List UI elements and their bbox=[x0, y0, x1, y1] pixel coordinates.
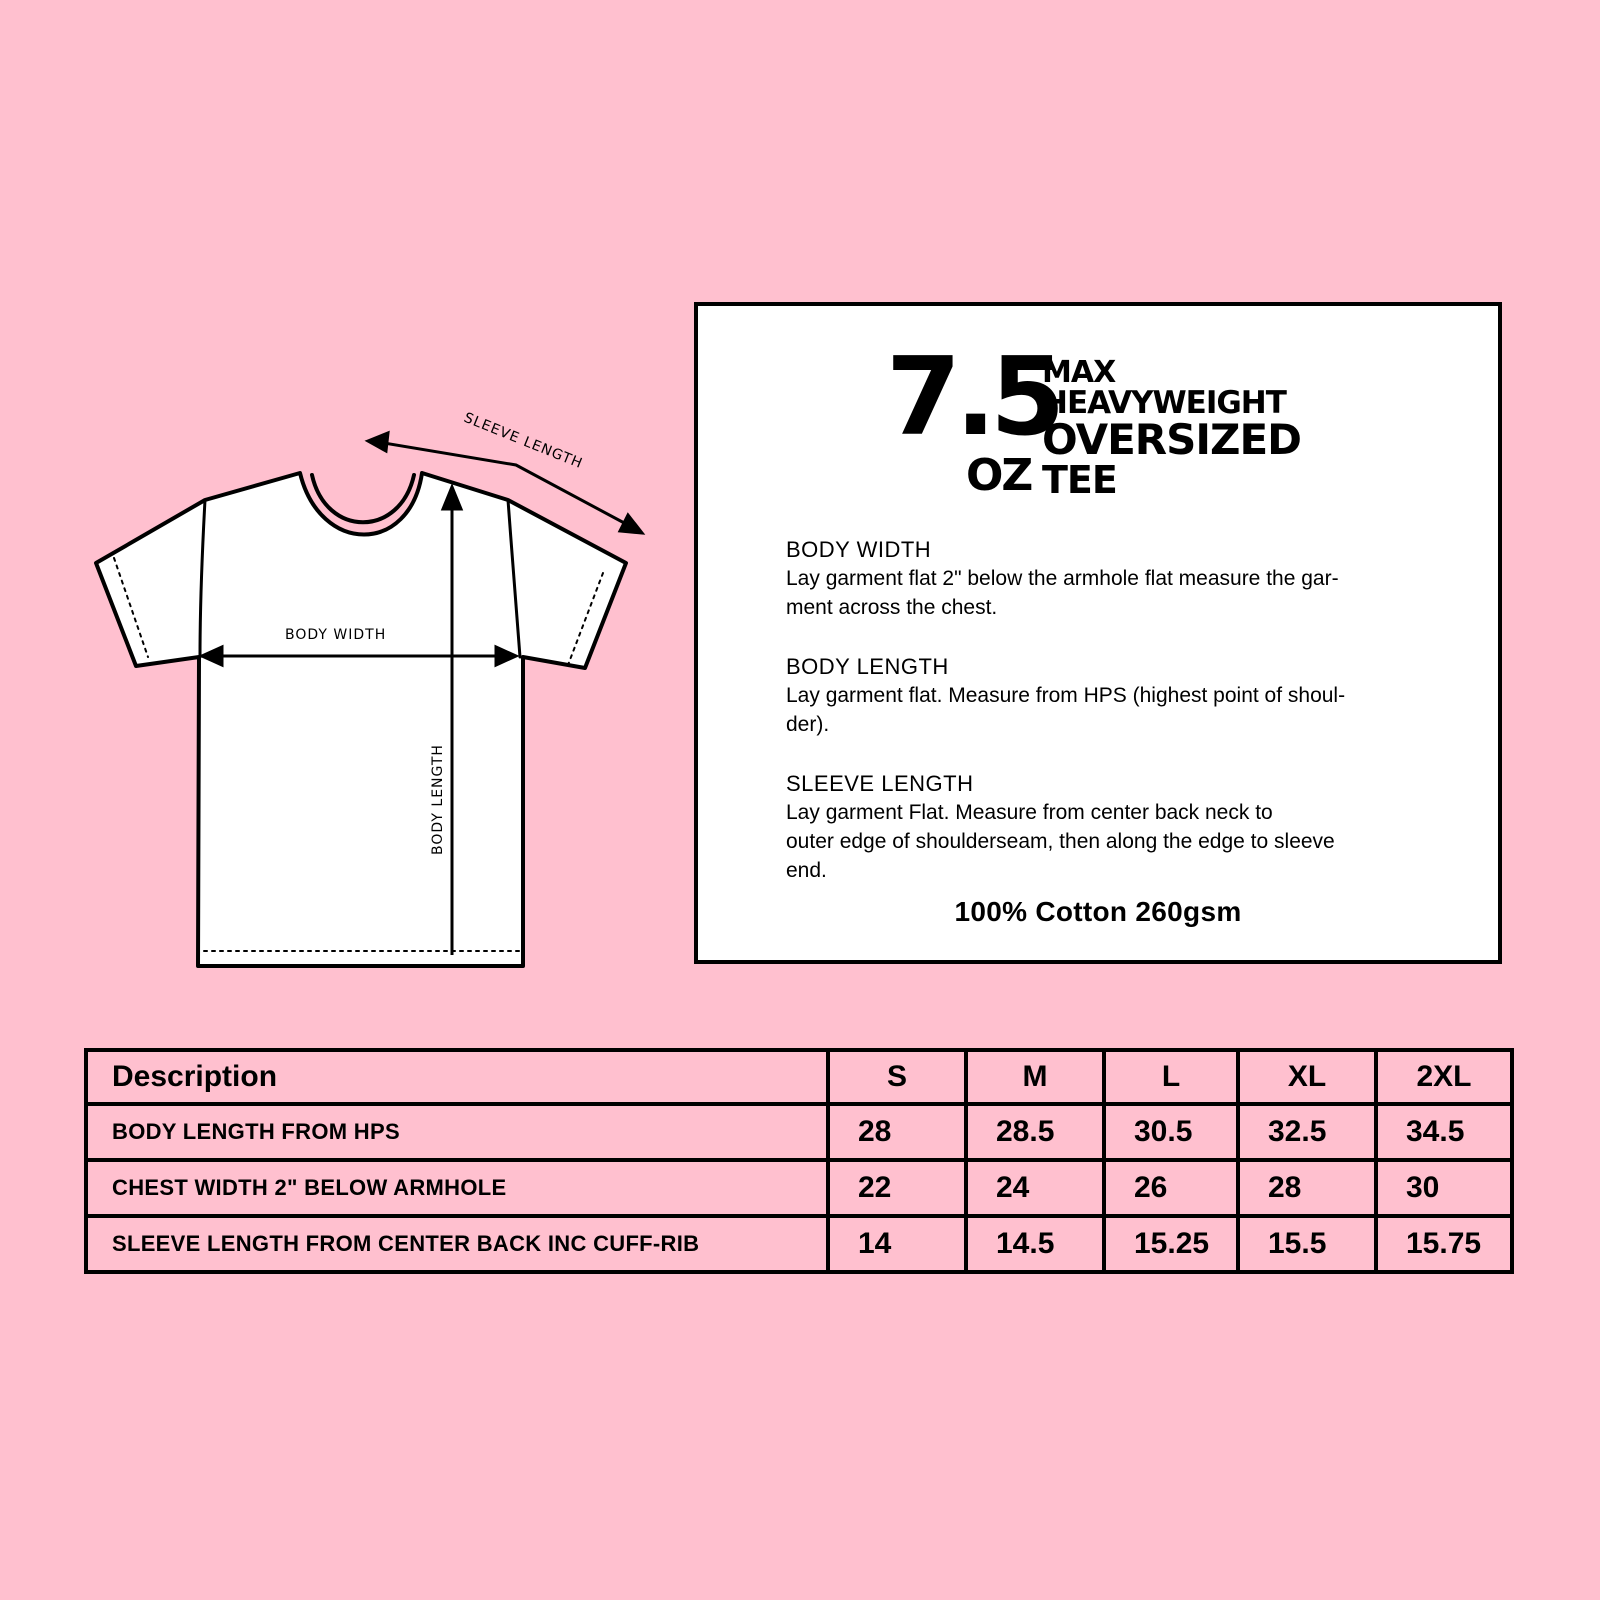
spec-line: end. bbox=[786, 859, 827, 882]
size-value: 26 bbox=[1104, 1160, 1238, 1216]
sleeve-length-label: SLEEVE LENGTH bbox=[461, 409, 586, 473]
size-value: 28 bbox=[828, 1104, 966, 1160]
column-header-size: L bbox=[1104, 1050, 1238, 1104]
sleeve-length-arrowhead-left bbox=[368, 433, 388, 451]
spec-body-length bbox=[786, 653, 1436, 739]
size-value: 28 bbox=[1238, 1160, 1376, 1216]
table-header-row bbox=[86, 1050, 1512, 1104]
size-value: 15.25 bbox=[1104, 1216, 1238, 1272]
body-length-label: BODY LENGTH bbox=[430, 744, 446, 855]
title-line-max: MAX bbox=[1042, 355, 1116, 390]
spec-line: Lay garment Flat. Measure from center back neck to bbox=[786, 801, 1273, 824]
fabric-weight-unit: OZ bbox=[966, 450, 1032, 501]
table-row bbox=[86, 1216, 1512, 1272]
table-row bbox=[86, 1104, 1512, 1160]
material-info: 100% Cotton 260gsm bbox=[954, 896, 1242, 927]
column-header-description: Description bbox=[86, 1050, 828, 1104]
title-line-tee: TEE bbox=[1042, 458, 1117, 502]
sleeve-length-arrowhead-right bbox=[620, 515, 642, 533]
spec-line: der). bbox=[786, 713, 830, 736]
spec-line: outer edge of shoulderseam, then along the edge to sleeve bbox=[786, 830, 1335, 853]
row-label: CHEST WIDTH 2" BELOW ARMHOLE bbox=[86, 1160, 828, 1216]
spec-line: Lay garment flat. Measure from HPS (highest point of shoul- bbox=[786, 684, 1346, 707]
size-value: 30 bbox=[1376, 1160, 1512, 1216]
column-header-size: M bbox=[966, 1050, 1104, 1104]
tshirt-outline bbox=[96, 473, 626, 966]
table-row bbox=[86, 1160, 1512, 1216]
size-value: 15.75 bbox=[1376, 1216, 1512, 1272]
tshirt-measurement-diagram bbox=[80, 395, 660, 985]
spec-line: ment across the chest. bbox=[786, 596, 998, 619]
spec-heading: BODY WIDTH bbox=[786, 537, 932, 562]
title-line-heavyweight: HEAVYWEIGHT bbox=[1042, 385, 1286, 421]
spec-heading: BODY LENGTH bbox=[786, 654, 949, 679]
spec-body-width bbox=[786, 536, 1436, 622]
size-value: 22 bbox=[828, 1160, 966, 1216]
product-title bbox=[1042, 355, 1301, 502]
spec-sleeve-length bbox=[786, 770, 1436, 885]
size-value: 34.5 bbox=[1376, 1104, 1512, 1160]
size-value: 32.5 bbox=[1238, 1104, 1376, 1160]
size-value: 14.5 bbox=[966, 1216, 1104, 1272]
size-value: 30.5 bbox=[1104, 1104, 1238, 1160]
title-line-oversized: OVERSIZED bbox=[1042, 415, 1301, 464]
spec-line: Lay garment flat 2" below the armhole flat measure the gar- bbox=[786, 567, 1339, 590]
fabric-weight-value: 7.5 bbox=[886, 335, 1060, 460]
tshirt-collar bbox=[312, 475, 414, 522]
product-info-card bbox=[694, 302, 1502, 964]
size-value: 24 bbox=[966, 1160, 1104, 1216]
size-chart-table bbox=[84, 1048, 1514, 1274]
column-header-size: 2XL bbox=[1376, 1050, 1512, 1104]
column-header-size: S bbox=[828, 1050, 966, 1104]
size-value: 14 bbox=[828, 1216, 966, 1272]
size-value: 28.5 bbox=[966, 1104, 1104, 1160]
row-label: BODY LENGTH FROM HPS bbox=[86, 1104, 828, 1160]
row-label: SLEEVE LENGTH FROM CENTER BACK INC CUFF-RIB bbox=[86, 1216, 828, 1272]
column-header-size: XL bbox=[1238, 1050, 1376, 1104]
body-width-label: BODY WIDTH bbox=[285, 627, 387, 643]
size-value: 15.5 bbox=[1238, 1216, 1376, 1272]
spec-heading: SLEEVE LENGTH bbox=[786, 771, 974, 796]
